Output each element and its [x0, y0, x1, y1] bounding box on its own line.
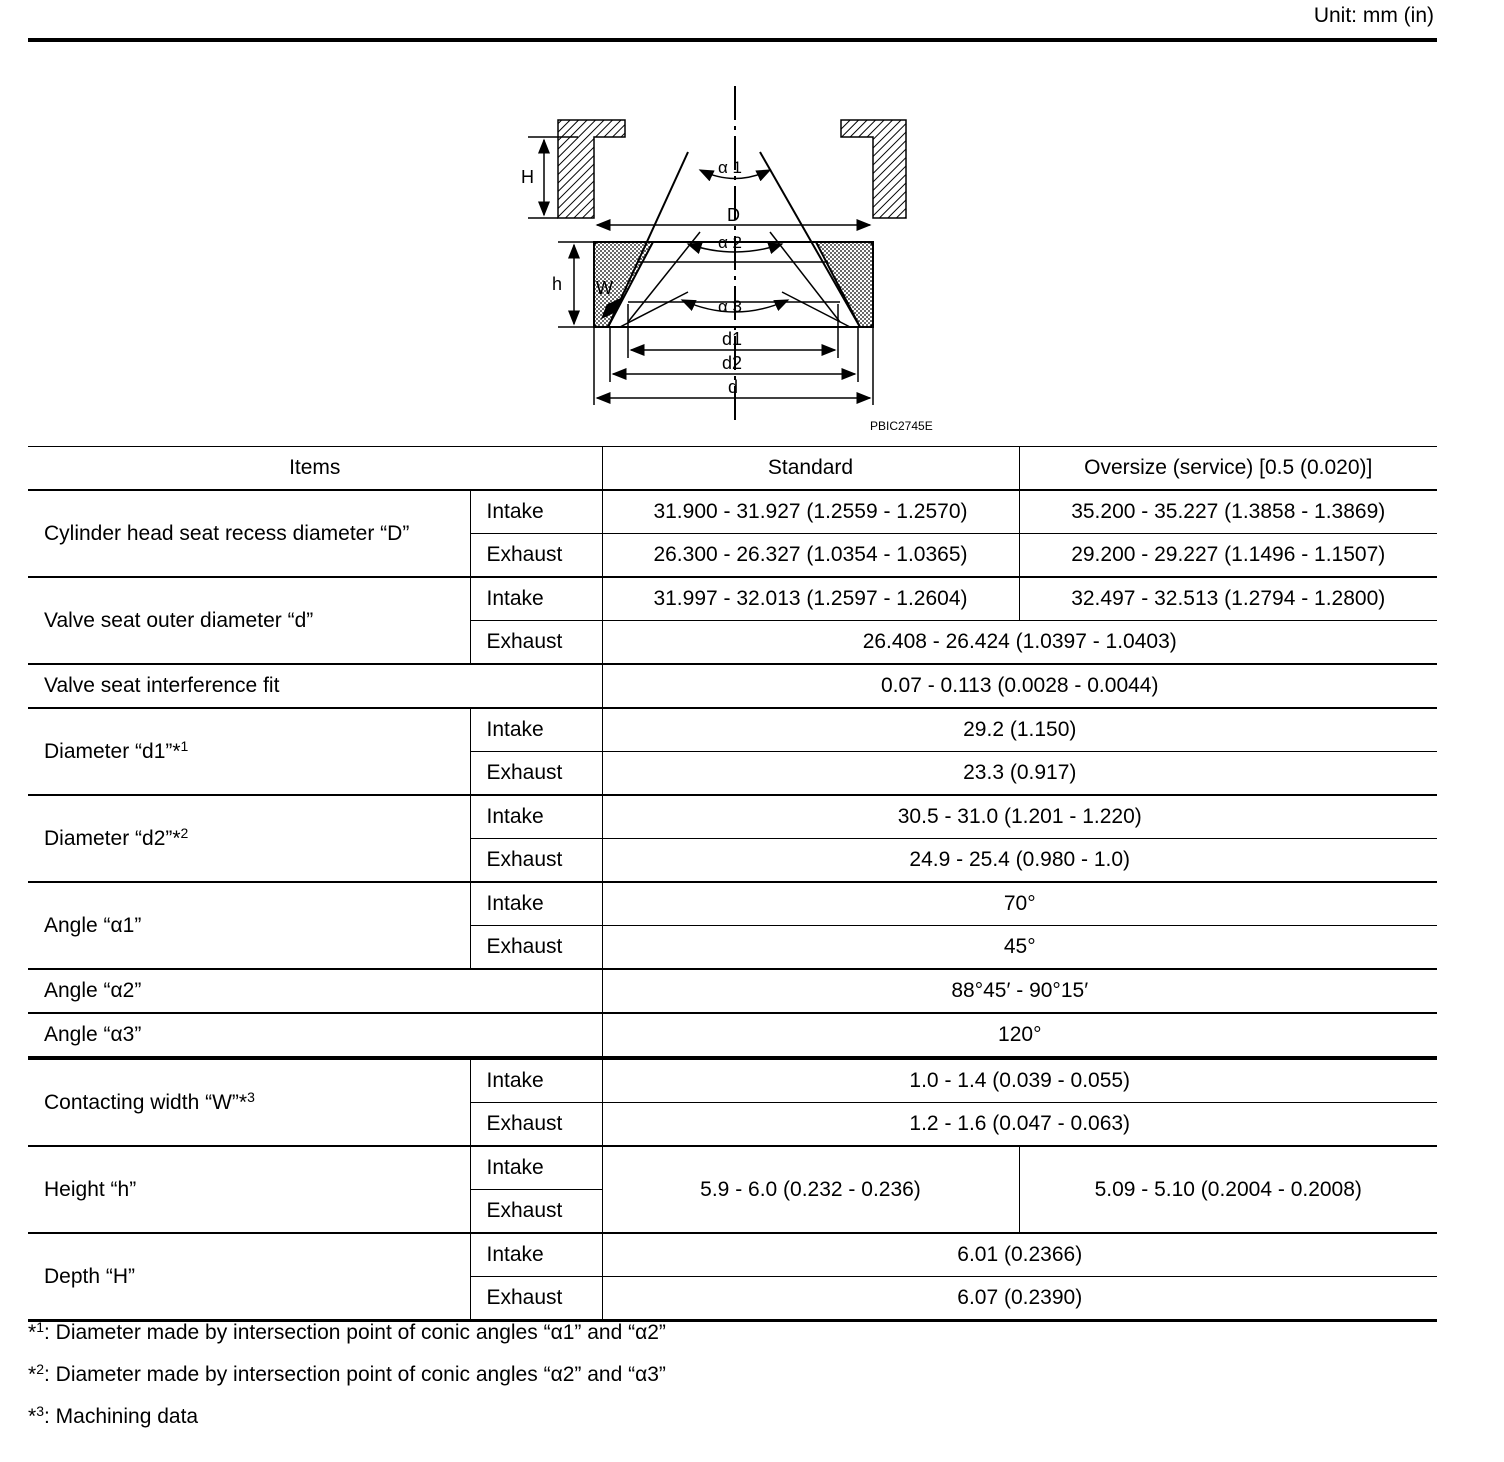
sub-intake: Intake	[470, 1058, 602, 1103]
row-label: Cylinder head seat recess diameter “D”	[28, 490, 470, 577]
label-d1: d1	[722, 329, 743, 349]
row-label: Diameter “d2”*$^2$	[28, 795, 470, 882]
row-label: Angle “α3”	[28, 1013, 602, 1058]
table-row	[28, 795, 1437, 839]
sub-exhaust: Exhaust	[470, 839, 602, 883]
cell-value: 29.2 (1.150)	[602, 708, 1437, 752]
cell-value: 23.3 (0.917)	[602, 752, 1437, 796]
table-row	[28, 1058, 1437, 1103]
label-d2: d2	[722, 353, 743, 373]
sub-intake: Intake	[470, 1233, 602, 1277]
cell-value: 29.200 - 29.227 (1.1496 - 1.1507)	[1019, 534, 1437, 578]
footnote-3: *$^3$: Machining data	[28, 1403, 199, 1428]
table-row	[28, 1146, 1437, 1190]
cell-value: 31.997 - 32.013 (1.2597 - 1.2604)	[602, 577, 1019, 621]
label-h: h	[552, 274, 563, 294]
table-row	[28, 708, 1437, 752]
sub-intake: Intake	[470, 882, 602, 926]
row-label: Contacting width “W”*$^3$	[28, 1058, 470, 1146]
row-label: Angle “α1”	[28, 882, 470, 969]
cell-value: 6.01 (0.2366)	[602, 1233, 1437, 1277]
footnote-2: *$^2$: Diameter made by intersection point of conic angles “α2” and “α3”	[28, 1361, 666, 1386]
label-d: d	[728, 377, 739, 397]
sub-intake: Intake	[470, 795, 602, 839]
label-D: D	[727, 205, 740, 225]
cell-value: 70°	[602, 882, 1437, 926]
row-label: Depth “H”	[28, 1233, 470, 1321]
row-label: Valve seat outer diameter “d”	[28, 577, 470, 664]
cell-value: 1.2 - 1.6 (0.047 - 0.063)	[602, 1103, 1437, 1147]
valve-seat-diagram	[28, 42, 1437, 447]
label-H: H	[521, 167, 534, 187]
cell-value: 88°45′ - 90°15′	[602, 969, 1437, 1013]
sub-exhaust: Exhaust	[470, 621, 602, 665]
row-label: Valve seat interference fit	[28, 664, 602, 708]
cell-value: 1.0 - 1.4 (0.039 - 0.055)	[602, 1058, 1437, 1103]
label-alpha1: α 1	[718, 158, 743, 177]
sub-intake: Intake	[470, 1146, 602, 1190]
cylinder-head-left	[558, 120, 625, 218]
sub-intake: Intake	[470, 708, 602, 752]
table-row	[28, 882, 1437, 926]
cell-value: 26.300 - 26.327 (1.0354 - 1.0365)	[602, 534, 1019, 578]
label-alpha2: α 2	[718, 233, 743, 252]
cell-value: 30.5 - 31.0 (1.201 - 1.220)	[602, 795, 1437, 839]
table-row	[28, 1013, 1437, 1058]
cell-value: 6.07 (0.2390)	[602, 1277, 1437, 1321]
sub-intake: Intake	[470, 490, 602, 534]
cell-value: 120°	[602, 1013, 1437, 1058]
cell-value: 26.408 - 26.424 (1.0397 - 1.0403)	[602, 621, 1437, 665]
table-row	[28, 664, 1437, 708]
table-row	[28, 490, 1437, 534]
cell-value: 0.07 - 0.113 (0.0028 - 0.0044)	[602, 664, 1437, 708]
cell-value: 5.09 - 5.10 (0.2004 - 0.2008)	[1019, 1146, 1437, 1233]
sub-exhaust: Exhaust	[470, 1103, 602, 1147]
header-oversize: Oversize (service) [0.5 (0.020)]	[1019, 447, 1437, 491]
sub-exhaust: Exhaust	[470, 1277, 602, 1321]
cell-value: 5.9 - 6.0 (0.232 - 0.236)	[602, 1146, 1019, 1233]
sub-exhaust: Exhaust	[470, 1190, 602, 1234]
cell-value: 35.200 - 35.227 (1.3858 - 1.3869)	[1019, 490, 1437, 534]
row-label: Height “h”	[28, 1146, 470, 1233]
cell-value: 24.9 - 25.4 (0.980 - 1.0)	[602, 839, 1437, 883]
unit-label: Unit: mm (in)	[1313, 4, 1434, 27]
sub-exhaust: Exhaust	[470, 534, 602, 578]
cell-value: 32.497 - 32.513 (1.2794 - 1.2800)	[1019, 577, 1437, 621]
table-row	[28, 1233, 1437, 1277]
footnotes	[28, 1312, 666, 1438]
sub-intake: Intake	[470, 577, 602, 621]
cell-value: 31.900 - 31.927 (1.2559 - 1.2570)	[602, 490, 1019, 534]
cylinder-head-right	[841, 120, 906, 218]
footnote-1: *$^1$: Diameter made by intersection point of conic angles “α1” and “α2”	[28, 1319, 666, 1344]
row-label: Diameter “d1”*$^1$	[28, 708, 470, 795]
header-items: Items	[28, 447, 602, 491]
row-label: Angle “α2”	[28, 969, 602, 1013]
sub-exhaust: Exhaust	[470, 926, 602, 970]
label-W: W	[596, 278, 613, 298]
figure-code: PBIC2745E	[870, 419, 933, 433]
valve-seat-spec-table	[28, 446, 1437, 1322]
table-row	[28, 577, 1437, 621]
label-alpha3: α 3	[718, 297, 743, 316]
header-standard: Standard	[602, 447, 1019, 491]
sub-exhaust: Exhaust	[470, 752, 602, 796]
table-header-row	[28, 447, 1437, 491]
cell-value: 45°	[602, 926, 1437, 970]
table-row	[28, 969, 1437, 1013]
